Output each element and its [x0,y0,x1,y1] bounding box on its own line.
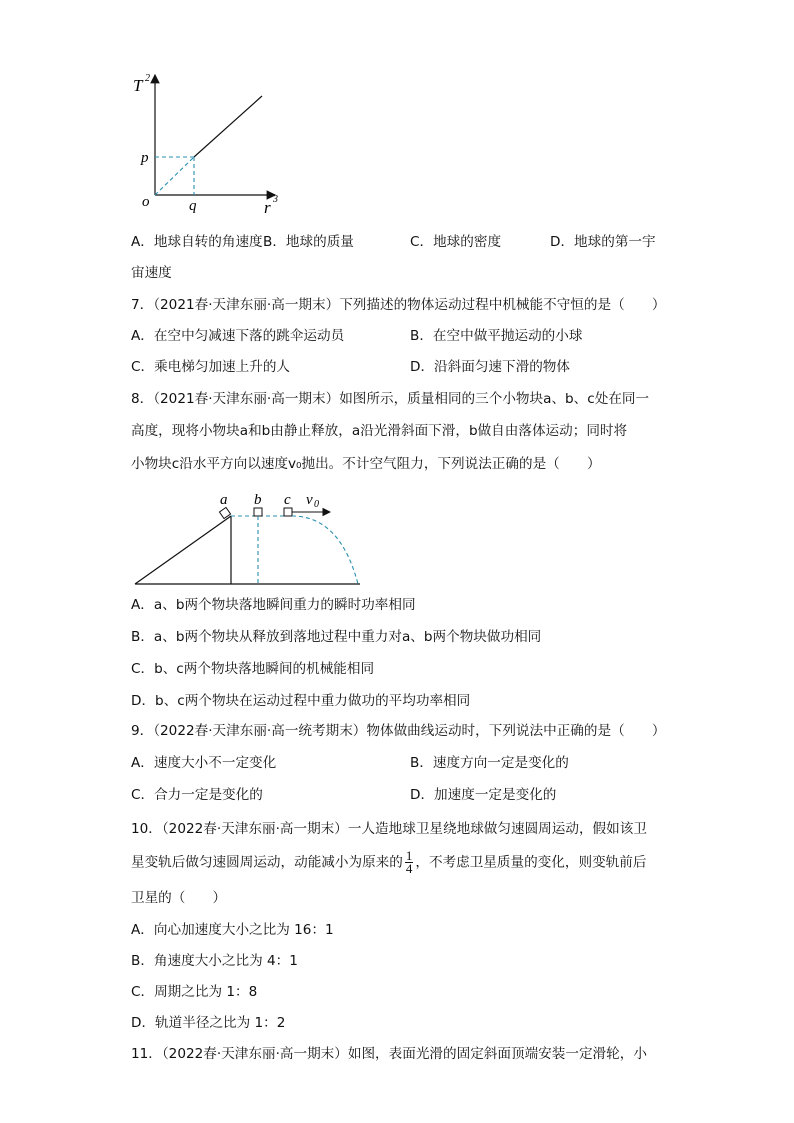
p-label: p [141,150,149,166]
q9-option-b: B．速度方向一定是变化的 [410,755,569,771]
q8-line1: 8．（2021春·天津东丽·高一期末）如图所示，质量相同的三个小物块a、b、c处在同一 [131,391,650,407]
label-c: c [284,492,291,508]
q8-option-a: A．a、b两个物块落地瞬间重力的瞬时功率相同 [131,597,416,613]
incline-projectile-figure [130,488,370,588]
c-trajectory [292,516,358,584]
q9-stem: 9．（2022春·天津东丽·高一统考期末）物体做曲线运动时，下列说法中正确的是（ ） [131,723,666,739]
q10-option-a: A．向心加速度大小之比为 16：1 [131,922,334,938]
dashed-line-origin [155,157,194,195]
block-c [284,508,292,516]
q10-line2-post: ，不考虑卫星质量的变化，则变轨前后 [415,854,647,871]
q10-option-d: D．轨道半径之比为 1：2 [131,1015,286,1031]
q7-option-a: A．在空中匀减速下落的跳伞运动员 [131,328,345,344]
solid-line [194,96,262,157]
q8-option-c: C．b、c两个物块落地瞬间的机械能相同 [131,661,375,677]
y-axis-label: T [133,76,143,95]
q10-line2 [131,850,646,875]
origin-label: o [142,194,150,210]
x-axis-sup: 3 [273,194,278,205]
q8-line2: 高度，现将小物块a和b由静止释放，a沿光滑斜面下滑，b做自由落体运动；同时将 [131,423,628,439]
q8-line3: 小物块c沿水平方向以速度v₀抛出。不计空气阻力，下列说法正确的是（ ） [131,456,601,472]
label-v-sub: 0 [314,499,319,510]
label-b: b [254,492,262,508]
fraction-one-quarter [405,850,414,875]
block-b [254,508,262,516]
q7-option-d: D．沿斜面匀速下滑的物体 [410,359,570,375]
q9-option-a: A．速度大小不一定变化 [131,755,277,771]
q10-line1: 10．（2022春·天津东丽·高一期末）一人造地球卫星绕地球做匀速圆周运动，假如该卫 [131,821,647,837]
q6-option-c: C．地球的密度 [410,234,502,250]
incline [135,516,231,584]
q-label: q [189,198,197,214]
q7-option-b: B．在空中做平抛运动的小球 [410,328,583,344]
q6-option-d: D．地球的第一宇 [550,234,656,250]
q10-line2-pre: 星变轨后做匀速圆周运动，动能减小为原来的 [131,854,403,871]
label-v: v [306,492,313,508]
q7-option-c: C．乘电梯匀加速上升的人 [131,359,291,375]
q6-option-d-cont: 宙速度 [131,265,172,281]
q6-option-b: B．地球的质量 [263,234,354,250]
q10-option-b: B．角速度大小之比为 4：1 [131,953,298,969]
q10-line3: 卫星的（ ） [131,890,227,906]
q6-option-a: A．地球自转的角速度 [131,234,263,250]
frac-num: 1 [405,848,413,863]
q10-option-c: C．周期之比为 1：8 [131,984,258,1000]
x-axis-label: r [264,198,271,217]
q8-option-d: D．b、c两个物块在运动过程中重力做功的平均功率相同 [131,693,471,709]
frac-den: 4 [405,861,413,876]
q11-line1: 11．（2022春·天津东丽·高一期末）如图，表面光滑的固定斜面顶端安装一定滑轮，小 [131,1046,647,1062]
label-a: a [220,492,228,508]
q8-option-b: B．a、b两个物块从释放到落地过程中重力对a、b两个物块做功相同 [131,629,542,645]
t2-r3-graph [125,65,285,220]
y-axis-sup: 2 [145,73,150,84]
q7-stem: 7．（2021春·天津东丽·高一期末）下列描述的物体运动过程中机械能不守恒的是（ ） [131,297,666,313]
q9-option-c: C．合力一定是变化的 [131,787,263,803]
q9-option-d: D．加速度一定是变化的 [410,787,557,803]
